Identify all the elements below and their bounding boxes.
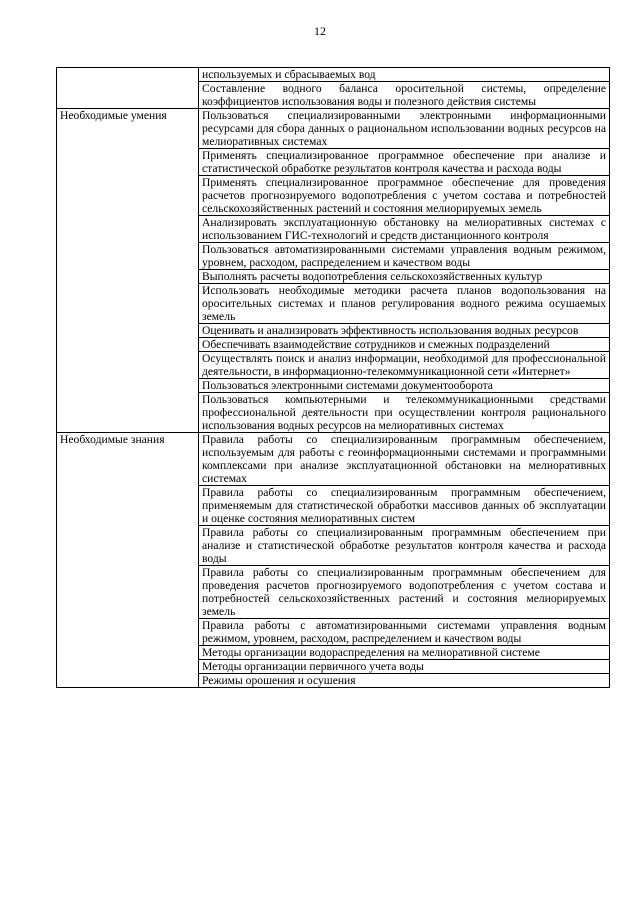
page-number: 12 [314, 24, 326, 38]
table-cell: Осуществлять поиск и анализ информации, необходимой для профессиональной деятельности, в информационно-телекоммуникационной сети «Интернет» [199, 352, 610, 379]
table-cell: Методы организации водораспределения на мелиоративной системе [199, 646, 610, 660]
section-label [57, 68, 199, 109]
table-cell: Правила работы со специализированным программным обеспечением, используемым для работы с геоинформационными системами и программными комплексами при анализе эксплуатационной обстановки на мелиоративных системах [199, 433, 610, 486]
section-label: Необходимые умения [57, 109, 199, 433]
table-cell: Оценивать и анализировать эффективность использования водных ресурсов [199, 324, 610, 338]
table-cell: Пользоваться электронными системами документооборота [199, 379, 610, 393]
table-cell: Выполнять расчеты водопотребления сельскохозяйственных культур [199, 270, 610, 284]
table-cell: Использовать необходимые методики расчета планов водопользования на оросительных системах и планов регулирования водного режима осушаемых земель [199, 284, 610, 324]
table-cell: Методы организации первичного учета воды [199, 660, 610, 674]
table-row [57, 68, 610, 82]
table-cell: Анализировать эксплуатационную обстановку на мелиоративных системах с использованием ГИС-технологий и средств дистанционного контроля [199, 216, 610, 243]
table-cell: Пользоваться автоматизированными системами управления водным режимом, уровнем, расходом, распределением и качеством воды [199, 243, 610, 270]
table-cell: Пользоваться специализированными электронными информационными ресурсами для сбора данных о рациональном использовании водных ресурсов на мелиоративных системах [199, 109, 610, 149]
competency-table [56, 67, 610, 688]
table-cell: Правила работы со специализированным программным обеспечением при анализе и статистической обработке результатов контроля качества и расхода воды [199, 526, 610, 566]
table-cell: Пользоваться компьютерными и телекоммуникационными средствами профессиональной деятельности при осуществлении контроля рационального использования водных ресурсов на мелиоративных системах [199, 393, 610, 433]
table-cell: Обеспечивать взаимодействие сотрудников и смежных подразделений [199, 338, 610, 352]
table-cell: Правила работы со специализированным программным обеспечением, применяемым для статистической обработки массивов данных об эксплуатации и оценке состояния мелиоративных систем [199, 486, 610, 526]
table-row [57, 433, 610, 486]
table-cell: Применять специализированное программное обеспечение для проведения расчетов прогнозируемого водопотребления с учетом состава и потребностей сельскохозяйственных растений и состояния мелиорируемых земель [199, 176, 610, 216]
table-cell: Составление водного баланса оросительной системы, определение коэффициентов использования воды и полезного действия системы [199, 82, 610, 109]
table-cell: Режимы орошения и осушения [199, 674, 610, 688]
table-row [57, 109, 610, 149]
table-cell: Правила работы с автоматизированными системами управления водным режимом, уровнем, расходом, распределением и качеством воды [199, 619, 610, 646]
section-label: Необходимые знания [57, 433, 199, 688]
table-cell: Применять специализированное программное обеспечение при анализе и статистической обработке результатов контроля качества и расхода воды [199, 149, 610, 176]
table-cell: Правила работы со специализированным программным обеспечением для проведения расчетов прогнозируемого водопотребления с учетом состава и потребностей сельскохозяйственных растений и состояния мелиорируемых земель [199, 566, 610, 619]
table-cell: используемых и сбрасываемых вод [199, 68, 610, 82]
